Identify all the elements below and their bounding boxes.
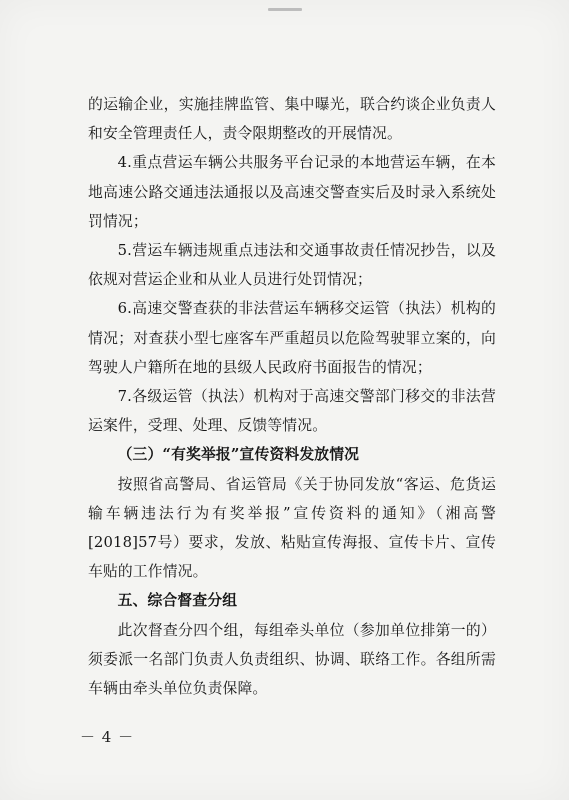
paragraph-item-4: 4.重点营运车辆公共服务平台记录的本地营运车辆，在本地高速公路交通违法通报以及高速交警查实后及时录入系统处罚情况； (88, 154, 496, 230)
section-heading-inspection-groups: 五、综合督查分组 (117, 592, 238, 610)
document-body (88, 90, 496, 703)
paragraph-item-5: 5.营运车辆违规重点违法和交通事故责任情况抄告，以及依规对营运企业和从业人员进行处罚情况； (88, 242, 496, 289)
section-heading-reward-report: （三）“有奖举报”宣传资料发放情况 (117, 446, 360, 464)
paragraph-inspection-groups: 此次督查分四个组，每组牵头单位（参加单位排第一的）须委派一名部门负责人负责组织、协调、联络工作。各组所需车辆由牵头单位负责保障。 (88, 621, 496, 698)
paragraph-item-6: 6.高速交警查获的非法营运车辆移交运管（执法）机构的情况；对查获小型七座客车严重超员以危险驾驶罪立案的，向驾驶人户籍所在地的县级人民政府书面报告的情况； (88, 300, 496, 376)
scan-mark (268, 8, 302, 11)
page-number: － 4 － (80, 728, 135, 746)
paragraph-item-7: 7.各级运管（执法）机构对于高速交警部门移交的非法营运案件，受理、处理、反馈等情况。 (88, 388, 496, 435)
paragraph-continuation: 的运输企业，实施挂牌监管、集中曝光，联合约谈企业负责人和安全管理责任人，责令限期整改的开展情况。 (88, 96, 496, 143)
paragraph-reward-report: 按照省高警局、省运管局《关于协同发放“客运、危货运输车辆违法行为有奖举报”宣传资料的通知》（湘高警[2018]57号）要求，发放、粘贴宣传海报、宣传卡片、宣传车贴的工作情况。 (88, 475, 496, 581)
